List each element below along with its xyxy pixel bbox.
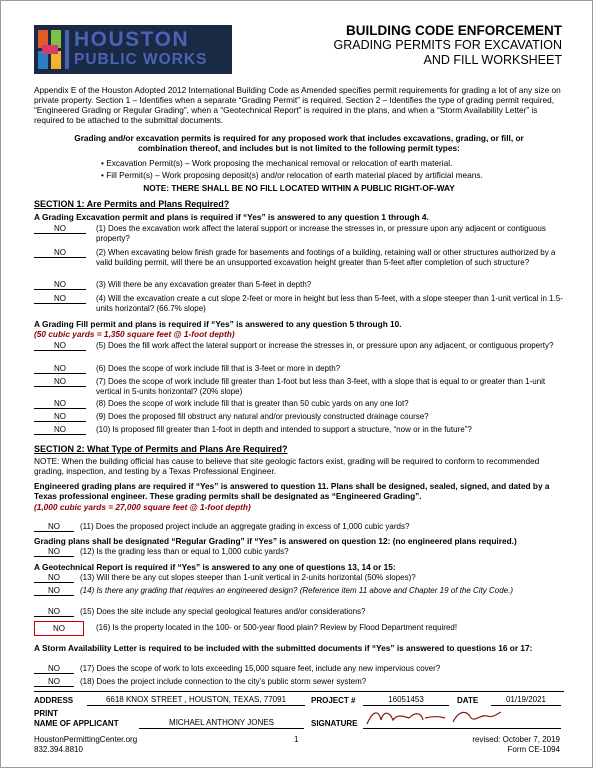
signature-label: SIGNATURE [311, 719, 358, 728]
footer-phone: 832.394.8810 [34, 745, 83, 754]
bullet-excavation: • Excavation Permit(s) – Work proposing the mechanical removal or relocation of earth material. [101, 158, 453, 168]
question-text-18: (18) Does the project include connection to the city’s public storm sewer system? [80, 677, 367, 686]
page-number: 1 [294, 735, 299, 744]
section-1-title: SECTION 1: Are Permits and Plans Required? [34, 199, 230, 209]
footer-form-number: Form CE-1094 [507, 745, 560, 754]
question-text-5: (5) Does the fill work affect the lateral support or increase the stresses in, or pressure upon any adjacent, or contiguous property? [96, 341, 554, 350]
question-text-6: (6) Does the scope of work include fill that is 3-feet or more in depth? [96, 364, 341, 373]
question-text-7: (7) Does the scope of work include fill greater than 1-foot but less than 3-feet, with a slope that is equal to or greater than 1-unit vertical in 5-units horizontal? (20% slope) [96, 377, 546, 396]
intro-paragraph: Appendix E of the Houston Adopted 2012 International Building Code as Amended specifies permit requirements for grading a lot of any size on private property. Section 1 – Identifies when a separate “Grading Permit” is required. Section 2 – Identifies the type of grading permit required, “Engineered Grading or Regular Grading”, when a “Geotechnical Report” is required in the plans, and when a “Storm Availability Letter” is required to be attached to the submittal documents. [34, 85, 561, 125]
answer-field-9[interactable]: NO [34, 412, 86, 422]
answer-field-2[interactable]: NO [34, 248, 86, 258]
date-field[interactable]: 01/19/2021 [491, 695, 561, 706]
answer-field-5[interactable]: NO [34, 341, 86, 351]
answer-field-13[interactable]: NO [34, 573, 74, 583]
question-text-12: (12) Is the grading less than or equal to 1,000 cubic yards? [80, 547, 289, 556]
answer-field-8[interactable]: NO [34, 399, 86, 409]
logo-text-public-works: PUBLIC WORKS [74, 51, 208, 68]
regular-heading: Grading plans shall be designated “Regular Grading” if “Yes” is answered on question 12: (no engineered plans required.) [34, 536, 517, 546]
answer-field-14[interactable]: NO [34, 586, 74, 596]
answer-field-4[interactable]: NO [34, 294, 86, 304]
footer-revised: revised: October 7, 2019 [472, 735, 560, 744]
print-label: PRINT [34, 709, 58, 718]
answer-field-6[interactable]: NO [34, 364, 86, 374]
storm-heading: A Storm Availability Letter is required to be included with the submitted documents if “Yes” is answered to questions 16 or 17: [34, 643, 533, 653]
date-label: DATE [457, 696, 479, 705]
fill-heading: A Grading Fill permit and plans is required if “Yes” is answered to any question 5 through 10. [34, 319, 402, 329]
address-field[interactable]: 6618 KNOX STREET , HOUSTON, TEXAS, 77091 [87, 695, 305, 706]
question-text-13: (13) Will there be any cut slopes steeper than 1-unit vertical in 2-units horizontal (50% slopes)? [80, 573, 416, 582]
answer-field-11[interactable]: NO [34, 522, 74, 532]
question-text-3: (3) Will there be any excavation greater than 5-feet in depth? [96, 280, 312, 289]
answer-field-16-highlighted[interactable]: NO [34, 621, 84, 636]
question-text-9: (9) Does the proposed fill obstruct any natural and/or previously constructed drainage course? [96, 412, 429, 421]
note-no-fill: NOTE: THERE SHALL BE NO FILL LOCATED WITHIN A PUBLIC RIGHT-OF-WAY [143, 183, 455, 193]
logo-text-houston: HOUSTON [74, 28, 190, 51]
question-text-2: (2) When excavating below finish grade for basements and footings of a building, retaining wall or other structures authorized by a valid building permit, will there be an unsupported excavation height greater than 5-feet after completion of such structure? [96, 248, 556, 267]
address-label: ADDRESS [34, 696, 74, 705]
footer-website: HoustonPermittingCenter.org [34, 735, 138, 744]
answer-field-12[interactable]: NO [34, 547, 74, 557]
question-text-8: (8) Does the scope of work include fill that is greater than 50 cubic yards on any one lot? [96, 399, 409, 408]
applicant-name-field[interactable]: MICHAEL ANTHONY JONES [139, 718, 304, 729]
question-text-16: (16) Is the property located in the 100- or 500-year flood plain? Review by Flood Department required! [96, 623, 458, 632]
signature-field[interactable] [363, 717, 561, 729]
engineered-heading: Engineered grading plans are required if “Yes” is answered to question 11. Plans shall be designed, sealed, signed, and dated by a Texas professional engineer. These grading permits shall be designated as “Engineered Grading”. [34, 481, 550, 501]
project-number-label: PROJECT # [311, 696, 356, 705]
question-text-17: (17) Does the scope of work to lots exceeding 15,000 square feet, include any new impervious cover? [80, 664, 441, 673]
handwritten-signature-image [363, 706, 561, 728]
question-text-15: (15) Does the site include any special geological features and/or considerations? [80, 607, 366, 616]
question-text-10: (10) Is proposed fill greater than 1-foot in depth and intended to support a structure, “now or in the future”? [96, 425, 472, 434]
excavation-heading: A Grading Excavation permit and plans is required if “Yes” is answered to any question 1 through 4. [34, 212, 429, 222]
question-text-1: (1) Does the excavation work affect the lateral support or increase the stresses in, or pressure upon any adjacent or contiguous property? [96, 224, 546, 243]
answer-field-7[interactable]: NO [34, 377, 86, 387]
answer-field-15[interactable]: NO [34, 607, 74, 617]
question-text-14: (14) Is there any grading that requires an engineered design? (Reference item 11 above and Chapter 19 of the City Code.) [80, 586, 514, 595]
section-2-title: SECTION 2: What Type of Permits and Plans Are Required? [34, 444, 288, 454]
title-line-3: AND FILL WORKSHEET [423, 52, 562, 67]
name-of-applicant-label: NAME OF APPLICANT [34, 719, 119, 728]
geotechnical-heading: A Geotechnical Report is required if “Yes” is answered to any one of questions 13, 14 or 15: [34, 562, 396, 572]
answer-field-1[interactable]: NO [34, 224, 86, 234]
lead-paragraph: Grading and/or excavation permits is required for any proposed work that includes excavations, grading, or fill, or combination thereof, and includes but is not limited to the following permit types: [74, 133, 524, 153]
section-2-note: NOTE: When the building official has cause to believe that site geologic factors exist, grading will be required to conform to recommended grading, inspection, and testing by a Texas Professional Engineer. [34, 456, 540, 476]
fill-note: (50 cubic yards = 1,350 square feet @ 1-foot depth) [34, 329, 235, 339]
divider-line [34, 691, 564, 692]
engineered-note: (1,000 cubic yards = 27,000 square feet @ 1-foot depth) [34, 502, 251, 512]
question-text-4: (4) Will the excavation create a cut slope 2-feet or more in height but less than 5-feet, with a slope steeper than 1-unit vertical in 1.5-units horizontal? (66.7% slope) [96, 294, 563, 313]
answer-field-10[interactable]: NO [34, 425, 86, 435]
answer-field-17[interactable]: NO [34, 664, 74, 674]
project-number-field[interactable]: 16051453 [363, 695, 449, 706]
document-title [262, 23, 562, 67]
title-line-2: GRADING PERMITS FOR EXCAVATION [333, 38, 562, 52]
bullet-fill: • Fill Permit(s) – Work proposing deposit(s) and/or relocation of earth material placed by artificial means. [101, 170, 483, 180]
answer-field-18[interactable]: NO [34, 677, 74, 687]
answer-field-3[interactable]: NO [34, 280, 86, 290]
title-line-1: BUILDING CODE ENFORCEMENT [346, 23, 562, 38]
question-text-11: (11) Does the proposed project include an aggregate grading in excess of 1,000 cubic yards? [80, 522, 410, 531]
houston-public-works-logo [34, 25, 232, 74]
